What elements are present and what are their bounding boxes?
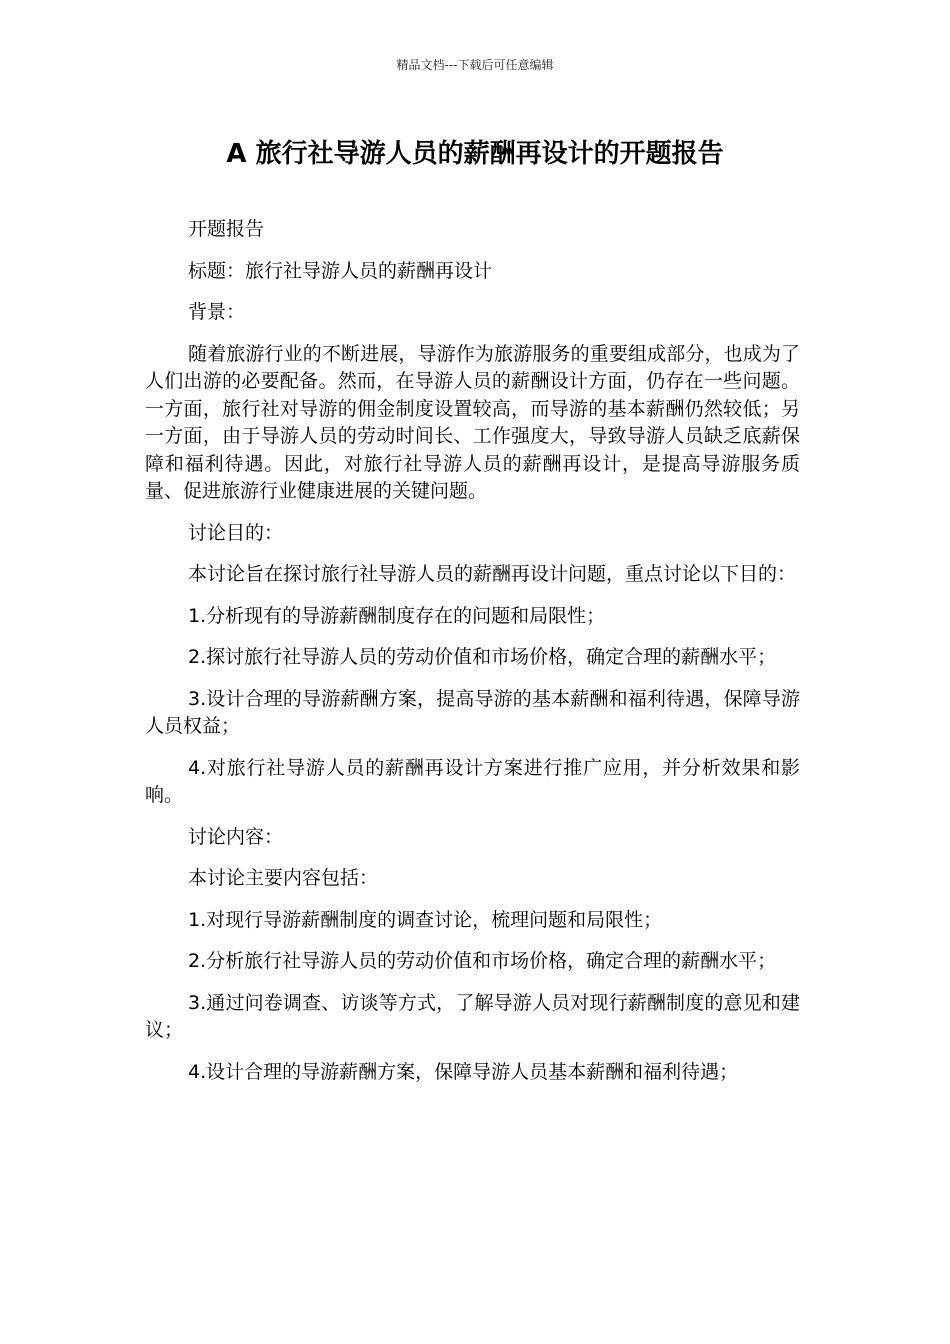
paragraph: 讨论目的： [188,521,284,544]
list-item: 1.对现行导游薪酬制度的调查讨论，梳理问题和局限性； [188,908,663,931]
paragraph: 随着旅游行业的不断进展，导游作为旅游服务的重要组成部分，也成为了人们出游的必要配备。然而，在导游人员的薪酬设计方面，仍存在一些问题。一方面，旅行社对导游的佣金制度设置较高，而导游的基本薪酬仍然较低；另一方面，由于导游人员的劳动时间长、工作强度大，导致导游人员缺乏底薪保障和福利待遇。因此，对旅行社导游人员的薪酬再设计，是提高导游服务质量、促进旅游行业健康进展的关键问题。 [145,342,800,502]
list-item: 3.设计合理的导游薪酬方案，提高导游的基本薪酬和福利待遇，保障导游人员权益； [145,687,800,737]
list-item: 2.探讨旅行社导游人员的劳动价值和市场价格，确定合理的薪酬水平； [188,646,777,668]
paragraph: 本讨论主要内容包括： [188,867,379,889]
paragraph: 本讨论旨在探讨旅行社导游人员的薪酬再设计问题，重点讨论以下目的： [188,563,797,585]
list-item: 3.通过问卷调查、访谈等方式，了解导游人员对现行薪酬制度的意见和建议； [145,991,800,1041]
paragraph: 标题：旅行社导游人员的薪酬再设计 [188,259,493,282]
paragraph: 开题报告 [188,218,265,240]
document-body [145,216,800,1100]
list-item: 4.设计合理的导游薪酬方案，保障导游人员基本薪酬和福利待遇； [188,1060,739,1083]
paragraph: 讨论内容： [188,825,284,848]
page-header-note: 精品文档---下载后可任意编辑 [396,58,554,72]
paragraph: 背景： [188,301,246,323]
list-item: 1.分析现有的导游薪酬制度存在的问题和局限性； [188,604,606,627]
list-item: 2.分析旅行社导游人员的劳动价值和市场价格，确定合理的薪酬水平； [188,950,777,972]
document-title: A 旅行社导游人员的薪酬再设计的开题报告 [226,139,724,169]
list-item: 4.对旅行社导游人员的薪酬再设计方案进行推广应用，并分析效果和影响。 [145,756,800,806]
